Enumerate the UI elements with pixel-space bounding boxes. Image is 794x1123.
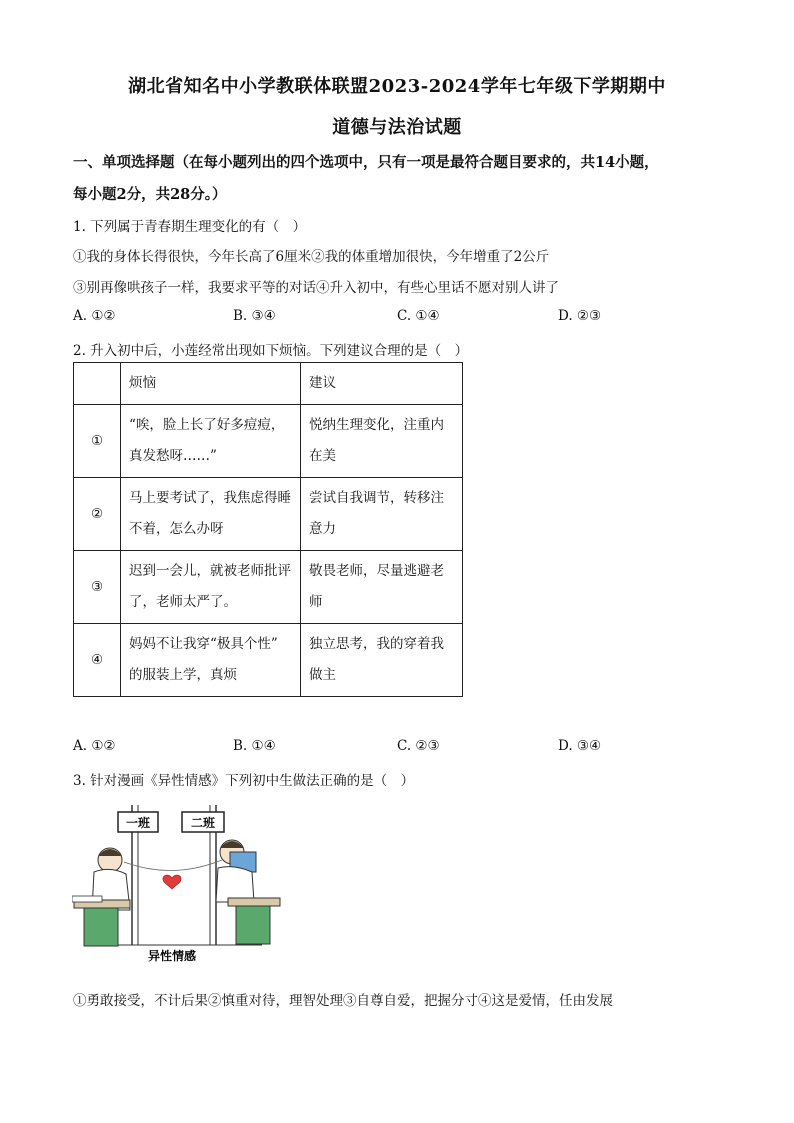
q2-row3-advice-l2: 师: [309, 594, 323, 610]
section-heading-line1: 一、单项选择题（在每小题列出的四个选项中，只有一项是最符合题目要求的，共14小题，: [73, 154, 659, 171]
q2-option-a[interactable]: A. ①②: [73, 738, 116, 754]
q2-table-header: [74, 363, 463, 405]
q2-row2-advice-l2: 意力: [309, 521, 336, 537]
q2-row1-trouble-l2: 真发愁呀……”: [129, 448, 217, 464]
q2-row1-advice-l2: 在美: [309, 448, 336, 464]
q1-statement-line2: ③别再像哄孩子一样，我要求平等的对话④升入初中，有些心里话不愿对别人讲了: [73, 280, 559, 296]
q2-row2-advice-l1: 尝试自我调节，转移注: [309, 490, 444, 506]
table-row: [74, 551, 463, 624]
cartoon-caption: 异性情感: [147, 949, 197, 963]
q2-row4-trouble-l1: 妈妈不让我穿“极具个性”: [129, 636, 278, 652]
q2-row3-no: ③: [74, 551, 121, 624]
q2-row1-trouble-l1: “唉，脸上长了好多痘痘，: [129, 417, 285, 433]
q3-stem: 3. 针对漫画《异性情感》下列初中生做法正确的是（ ）: [73, 773, 415, 789]
exam-title: 湖北省知名中小学教联体联盟2023-2024学年七年级下学期期中: [128, 76, 666, 97]
right-student-body: [216, 867, 254, 902]
right-desk: [228, 898, 280, 906]
q2-option-b[interactable]: B. ①④: [233, 738, 276, 754]
heart-icon: [163, 875, 181, 889]
q3-statement-line1: ①勇敢接受，不计后果②慎重对待，理智处理③自尊自爱，把握分寸④这是爱情，任由发展: [73, 993, 613, 1009]
q2-row4-advice: [301, 624, 463, 697]
sign-class-one: 一班: [125, 816, 151, 830]
q2-row1-advice-l1: 悦纳生理变化，注重内: [309, 417, 444, 433]
table-row: [74, 405, 463, 478]
right-student-legs: [236, 906, 270, 944]
q2-row4-advice-l2: 做主: [309, 667, 336, 683]
q2-row3-trouble-l1: 迟到一会儿，就被老师批评: [129, 563, 291, 579]
q2-table: [73, 362, 463, 697]
q1-stem: 1. 下列属于青春期生理变化的有（ ）: [73, 219, 307, 235]
q2-row4-no: ④: [74, 624, 121, 697]
q2-stem: 2. 升入初中后，小莲经常出现如下烦恼。下列建议合理的是（ ）: [73, 343, 469, 359]
q1-option-d[interactable]: D. ②③: [558, 308, 602, 324]
left-student-legs: [84, 908, 118, 946]
q2-header-no: [74, 363, 121, 405]
q2-row1-trouble: [121, 405, 301, 478]
q2-row4-trouble: [121, 624, 301, 697]
cartoon-illustration: [72, 800, 282, 970]
table-row: [74, 624, 463, 697]
q2-row3-advice-l1: 敬畏老师，尽量逃避老: [309, 563, 444, 579]
q1-option-c[interactable]: C. ①④: [397, 308, 440, 324]
q2-row4-trouble-l2: 的服装上学，真烦: [129, 667, 237, 683]
q2-row3-trouble-l2: 了，老师太严了。: [129, 594, 237, 610]
q2-header-advice: 建议: [301, 363, 463, 405]
q2-row2-advice: [301, 478, 463, 551]
table-row: [74, 478, 463, 551]
section-heading-line2: 每小题2分，共28分。）: [73, 186, 227, 203]
q2-row3-trouble: [121, 551, 301, 624]
q2-row2-trouble-l2: 不着，怎么办呀: [129, 521, 224, 537]
q2-option-c[interactable]: C. ②③: [397, 738, 440, 754]
q1-option-a[interactable]: A. ①②: [73, 308, 116, 324]
q2-row2-no: ②: [74, 478, 121, 551]
q2-header-trouble: 烦恼: [121, 363, 301, 405]
string-line: [124, 860, 222, 871]
q2-row2-trouble-l1: 马上要考试了，我焦虑得睡: [129, 490, 291, 506]
q2-row4-advice-l1: 独立思考，我的穿着我: [309, 636, 444, 652]
q2-row1-advice: [301, 405, 463, 478]
exam-subtitle: 道德与法治试题: [332, 117, 462, 138]
sign-class-two: 二班: [190, 816, 216, 830]
q2-row1-no: ①: [74, 405, 121, 478]
q2-row3-advice: [301, 551, 463, 624]
q2-row2-trouble: [121, 478, 301, 551]
q1-option-b[interactable]: B. ③④: [233, 308, 276, 324]
q2-option-d[interactable]: D. ③④: [558, 738, 602, 754]
q1-statement-line1: ①我的身体长得很快，今年长高了6厘米②我的体重增加很快，今年增重了2公斤: [73, 249, 550, 265]
